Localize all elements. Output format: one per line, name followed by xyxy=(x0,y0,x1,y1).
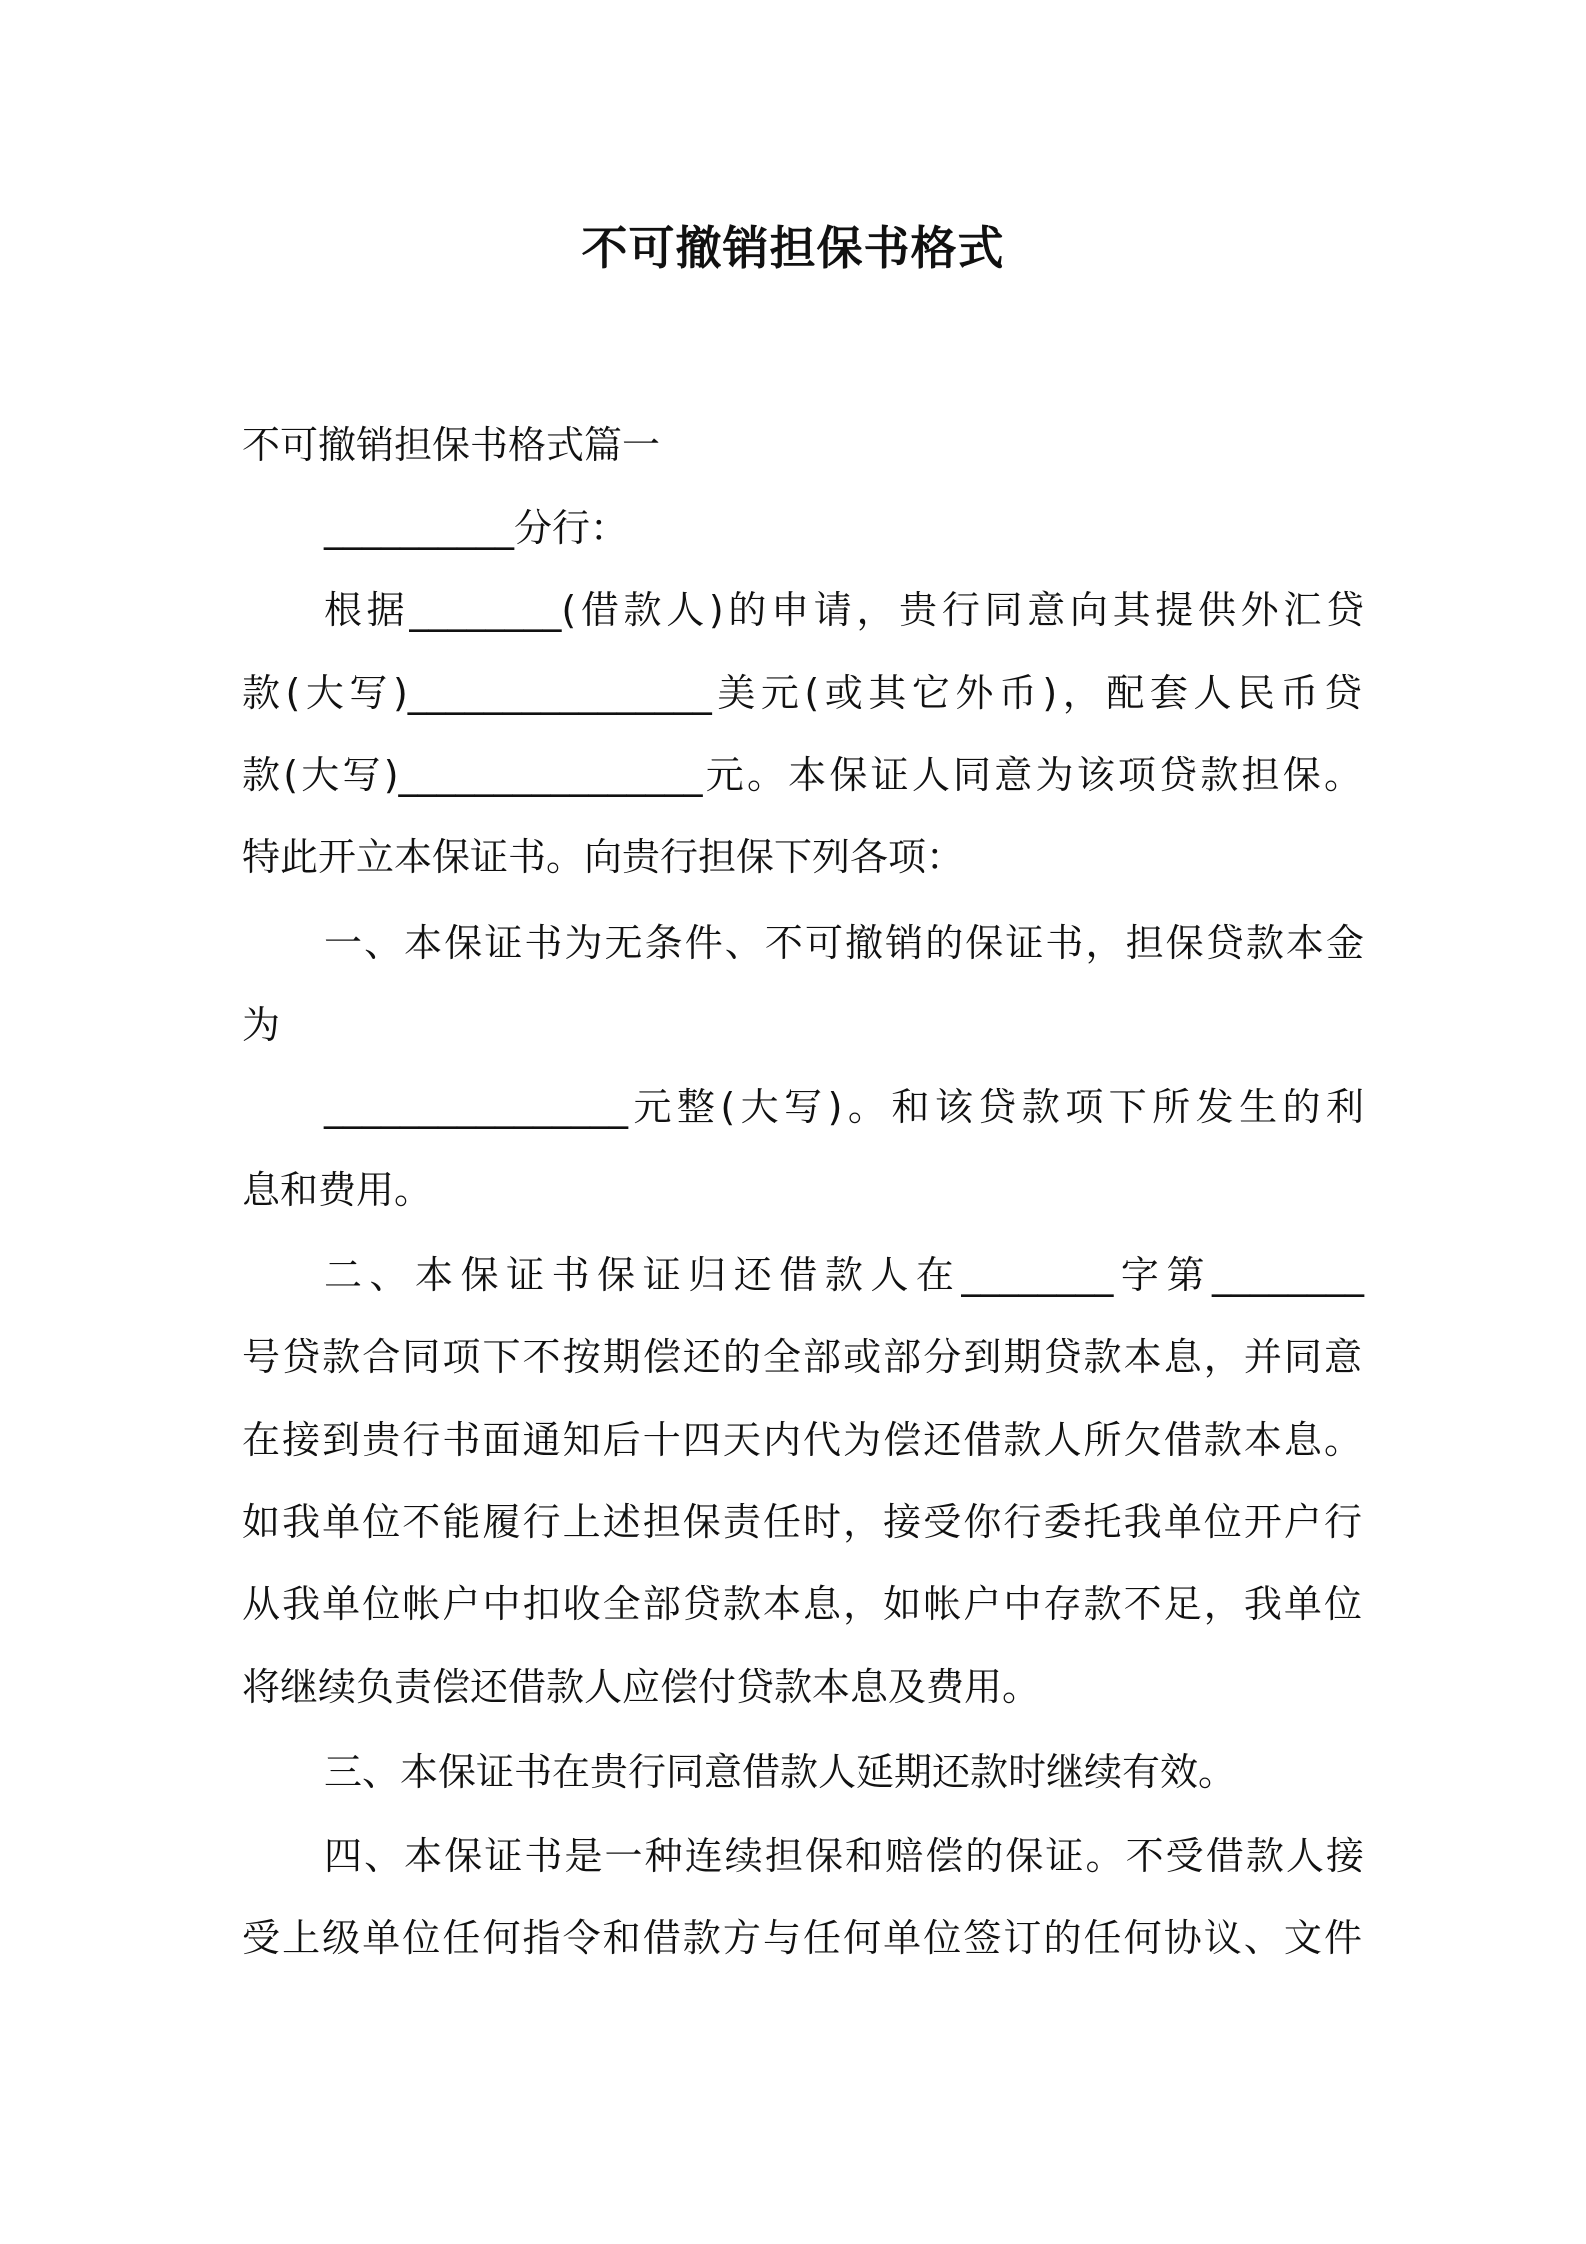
body-line: 根据________(借款人)的申请，贵行同意向其提供外汇贷 xyxy=(324,588,1364,632)
body-line: 特此开立本保证书。向贵行担保下列各项： xyxy=(242,835,965,879)
clause-2-line: 号贷款合同项下不按期偿还的全部或部分到期贷款本息，并同意 xyxy=(242,1335,1362,1379)
clause-4-line: 四、本保证书是一种连续担保和赔偿的保证。不受借款人接 xyxy=(324,1834,1364,1878)
clause-3-line: 三、本保证书在贵行同意借款人延期还款时继续有效。 xyxy=(324,1750,1237,1794)
clause-2-line: 在接到贵行书面通知后十四天内代为偿还借款人所欠借款本息。 xyxy=(242,1418,1362,1462)
clause-1-line: 息和费用。 xyxy=(242,1168,433,1212)
clause-2-line: 将继续负责偿还借款人应偿付贷款本息及费用。 xyxy=(242,1665,1041,1709)
addressee-line: __________分行： xyxy=(324,506,629,550)
clause-2-line: 如我单位不能履行上述担保责任时，接受你行委托我单位开户行 xyxy=(242,1500,1362,1544)
clause-1-line: 一、本保证书为无条件、不可撤销的保证书，担保贷款本金 xyxy=(324,921,1364,965)
body-line: 款(大写)________________元。本保证人同意为该项贷款担保。 xyxy=(242,753,1362,797)
clause-1-line: 为 xyxy=(242,1003,281,1047)
section-heading: 不可撤销担保书格式篇一 xyxy=(242,423,661,467)
clause-1-line: ________________元整(大写)。和该贷款项下所发生的利 xyxy=(324,1085,1364,1129)
body-line: 款(大写)________________美元(或其它外币)，配套人民币贷 xyxy=(242,671,1362,715)
clause-4-line: 受上级单位任何指令和借款方与任何单位签订的任何协议、文件 xyxy=(242,1916,1362,1960)
document-title: 不可撤销担保书格式 xyxy=(581,221,1005,275)
clause-2-line: 二、本保证书保证归还借款人在________字第________ xyxy=(324,1253,1364,1297)
clause-2-line: 从我单位帐户中扣收全部贷款本息，如帐户中存款不足，我单位 xyxy=(242,1582,1362,1626)
